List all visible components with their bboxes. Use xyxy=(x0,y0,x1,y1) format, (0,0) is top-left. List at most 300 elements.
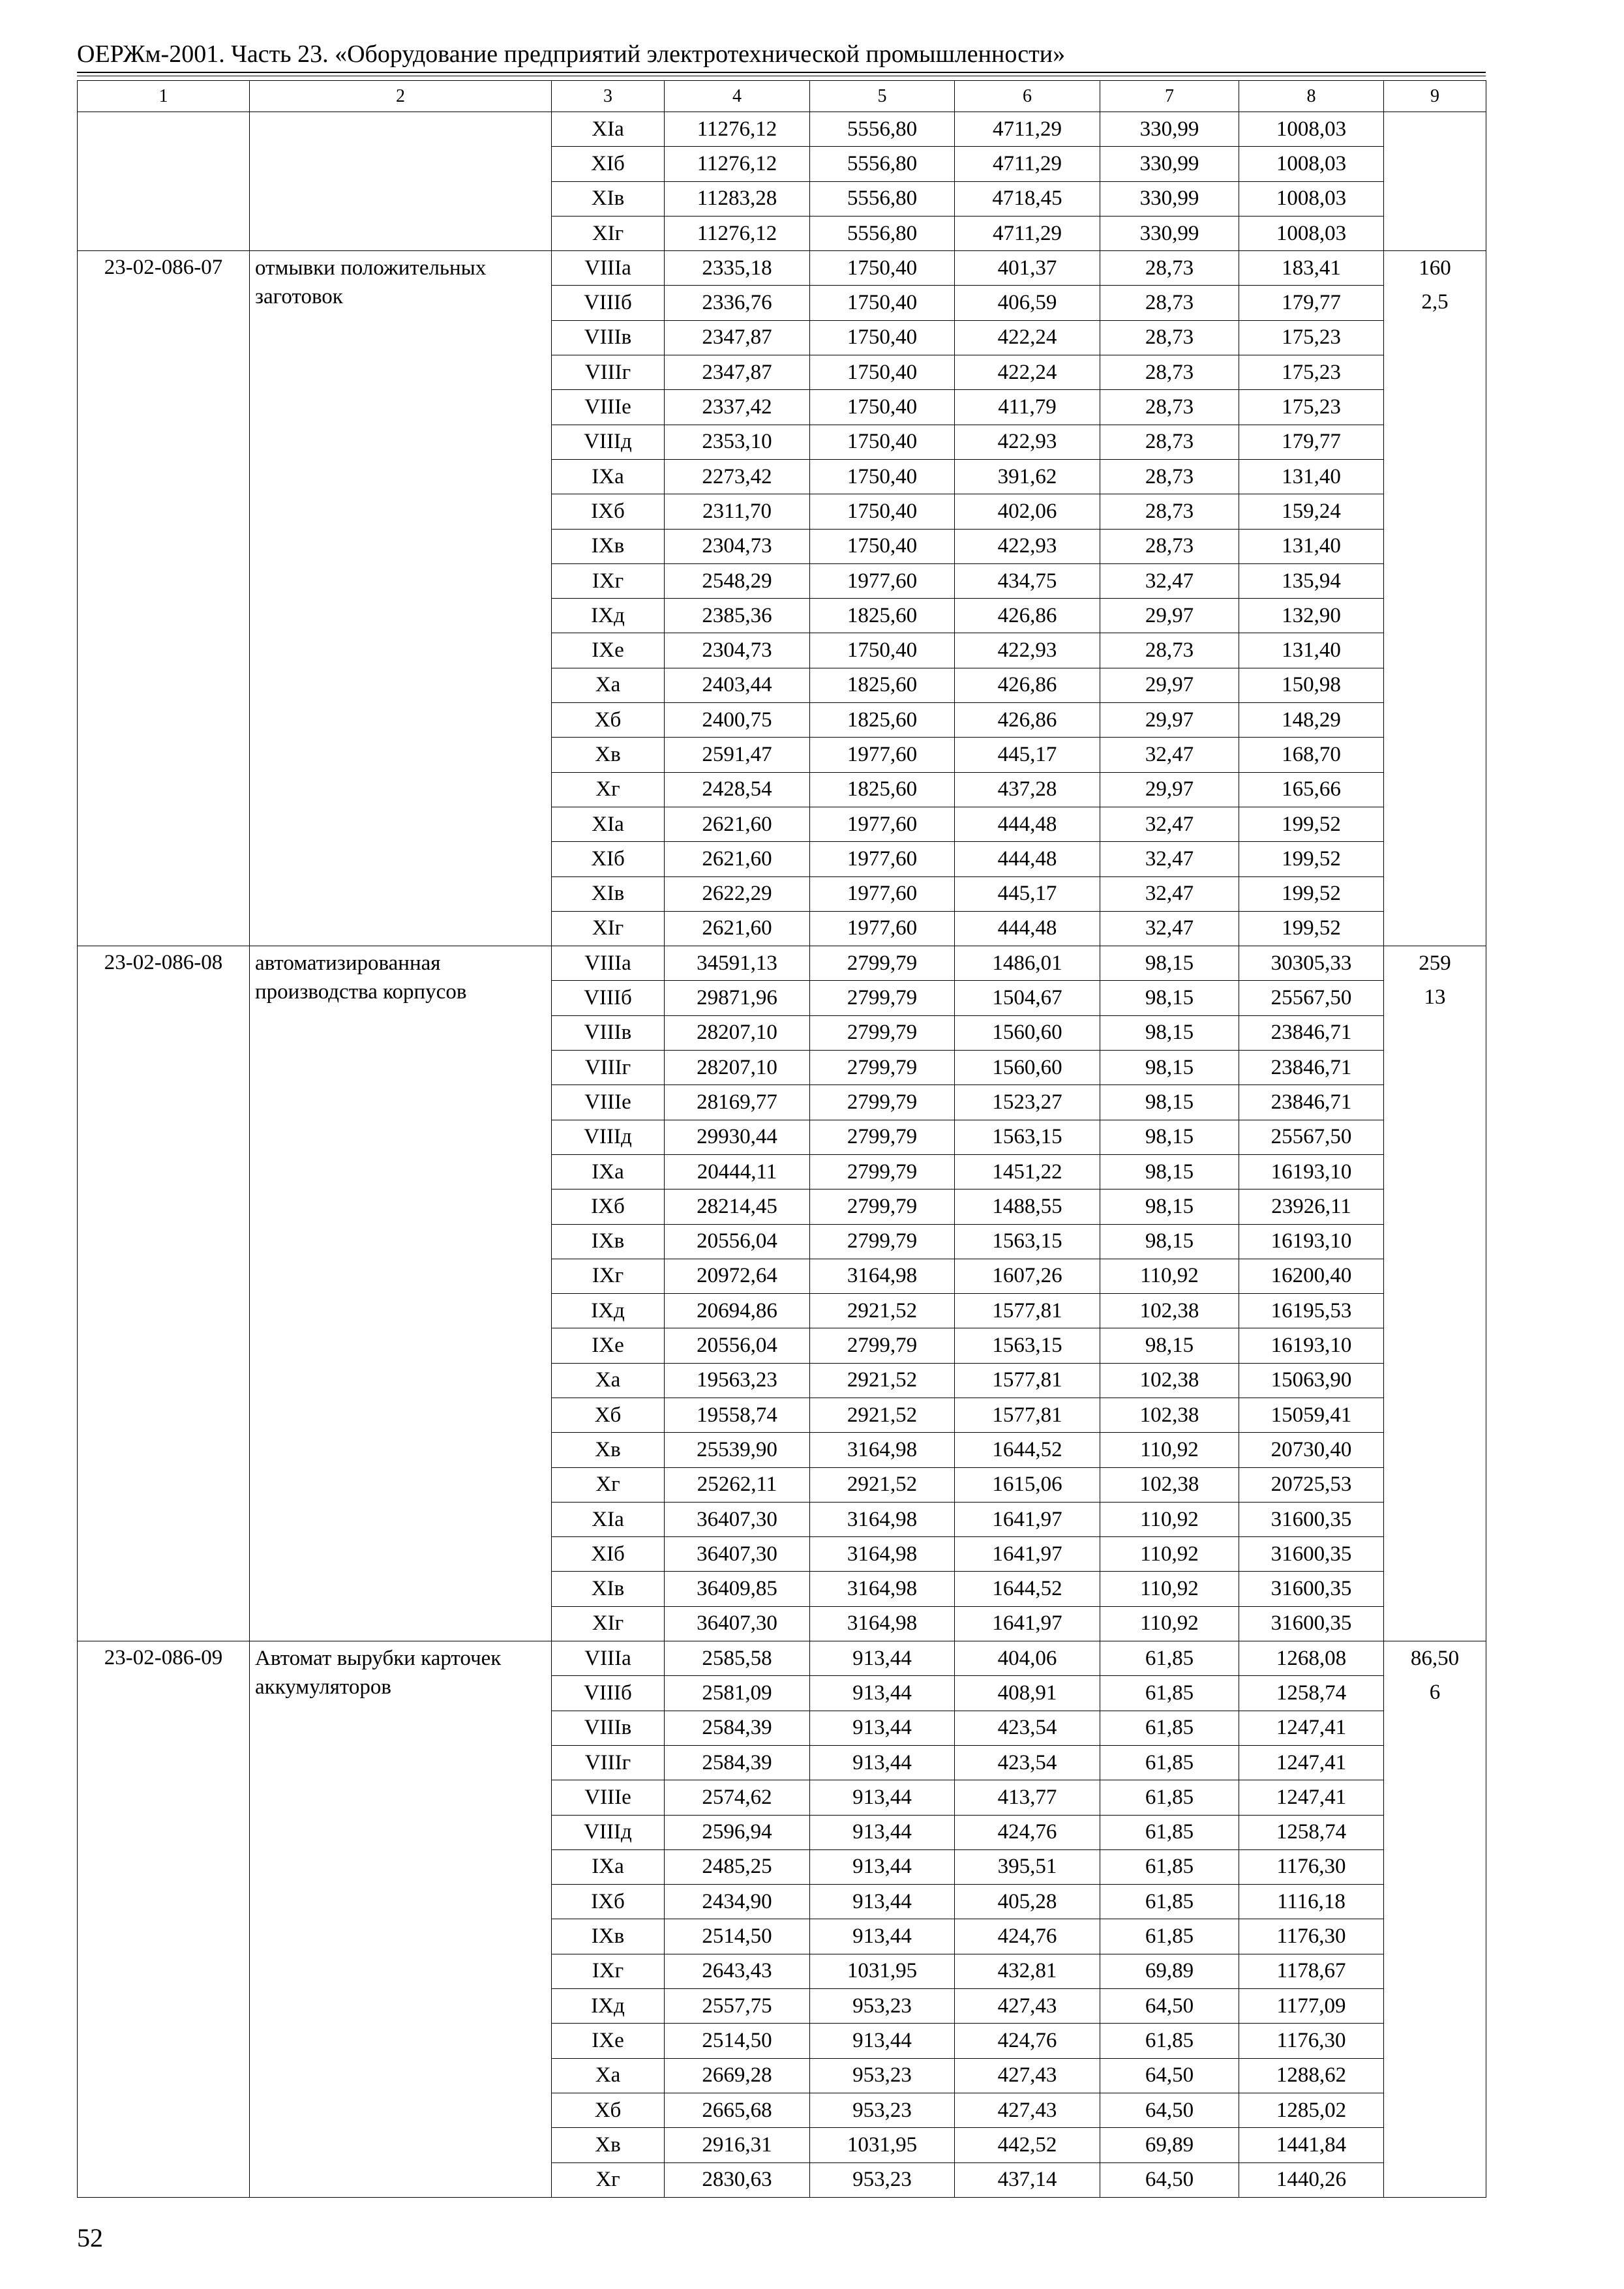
value-cell: 98,15 xyxy=(1100,981,1239,1015)
table-row xyxy=(78,1641,1486,1676)
row-category: XIв xyxy=(552,181,665,216)
value-cell: 69,89 xyxy=(1100,1954,1239,1988)
value-cell: 444,48 xyxy=(955,842,1100,876)
row-category: Xг xyxy=(552,2162,665,2197)
row-category: IXг xyxy=(552,1954,665,1988)
column-number: 5 xyxy=(810,81,955,112)
rates-table xyxy=(77,80,1486,2198)
value-cell: 1607,26 xyxy=(955,1259,1100,1293)
value-cell: 132,90 xyxy=(1239,599,1384,633)
value-cell: 30305,33 xyxy=(1239,946,1384,981)
value-cell: 61,85 xyxy=(1100,1849,1239,1884)
row-category: XIа xyxy=(552,1502,665,1536)
value-cell: 437,14 xyxy=(955,2162,1100,2197)
value-cell: 953,23 xyxy=(810,1989,955,2024)
value-cell: 16193,10 xyxy=(1239,1224,1384,1259)
value-cell: 25539,90 xyxy=(665,1433,810,1467)
value-cell: 406,59 xyxy=(955,286,1100,320)
value-cell: 131,40 xyxy=(1239,529,1384,563)
value-cell: 61,85 xyxy=(1100,1711,1239,1745)
value-cell: 442,52 xyxy=(955,2128,1100,2162)
value-cell: 29930,44 xyxy=(665,1120,810,1154)
value-cell: 11276,12 xyxy=(665,147,810,181)
value-cell: 150,98 xyxy=(1239,668,1384,702)
value-cell: 31600,35 xyxy=(1239,1572,1384,1606)
value-cell: 36407,30 xyxy=(665,1537,810,1572)
value-cell: 1504,67 xyxy=(955,981,1100,1015)
item-code: 23-02-086-07 xyxy=(78,251,250,946)
value-cell: 2621,60 xyxy=(665,842,810,876)
column-number: 3 xyxy=(552,81,665,112)
value-cell: 2548,29 xyxy=(665,563,810,598)
value-cell: 28207,10 xyxy=(665,1051,810,1085)
value-cell: 424,76 xyxy=(955,2024,1100,2058)
value-cell: 1641,97 xyxy=(955,1537,1100,1572)
row-category: VIIIв xyxy=(552,320,665,355)
value-cell: 102,38 xyxy=(1100,1294,1239,1328)
value-cell: 423,54 xyxy=(955,1711,1100,1745)
value-cell: 1268,08 xyxy=(1239,1641,1384,1676)
page-header-title: ОЕРЖм-2001. Часть 23. «Оборудование предприятий электротехнической промышленности» xyxy=(77,40,1066,68)
value-cell: 1563,15 xyxy=(955,1120,1100,1154)
row-category: VIIIб xyxy=(552,981,665,1015)
value-cell: 20972,64 xyxy=(665,1259,810,1293)
value-cell: 422,93 xyxy=(955,425,1100,459)
value-cell: 32,47 xyxy=(1100,738,1239,772)
value-cell: 913,44 xyxy=(810,1711,955,1745)
value-cell: 183,41 xyxy=(1239,251,1384,286)
value-cell: 913,44 xyxy=(810,1849,955,1884)
value-cell: 98,15 xyxy=(1100,1189,1239,1224)
value-cell: 1563,15 xyxy=(955,1224,1100,1259)
value-cell: 913,44 xyxy=(810,1676,955,1711)
value-cell: 1247,41 xyxy=(1239,1780,1384,1815)
value-cell: 1285,02 xyxy=(1239,2093,1384,2127)
item-code xyxy=(78,112,250,251)
value-cell: 28214,45 xyxy=(665,1189,810,1224)
row-category: IXв xyxy=(552,529,665,563)
column-number: 8 xyxy=(1239,81,1384,112)
value-cell: 2596,94 xyxy=(665,1815,810,1849)
value-cell: 11276,12 xyxy=(665,112,810,147)
value-cell: 110,92 xyxy=(1100,1606,1239,1641)
value-cell: 444,48 xyxy=(955,911,1100,946)
row-category: IXв xyxy=(552,1919,665,1954)
value-cell: 110,92 xyxy=(1100,1433,1239,1467)
value-cell: 2799,79 xyxy=(810,1154,955,1189)
item-name: Автомат вырубки карточек аккумуляторов xyxy=(250,1641,552,2198)
value-cell: 401,37 xyxy=(955,251,1100,286)
value-cell: 61,85 xyxy=(1100,1815,1239,1849)
value-cell: 913,44 xyxy=(810,1815,955,1849)
row-category: VIIIа xyxy=(552,1641,665,1676)
value-cell: 175,23 xyxy=(1239,355,1384,390)
value-cell: 1523,27 xyxy=(955,1085,1100,1120)
value-cell: 1750,40 xyxy=(810,425,955,459)
value-cell: 2400,75 xyxy=(665,703,810,738)
value-cell: 110,92 xyxy=(1100,1502,1239,1536)
value-cell: 20725,53 xyxy=(1239,1467,1384,1502)
row-category: IXд xyxy=(552,1294,665,1328)
value-cell: 330,99 xyxy=(1100,112,1239,147)
value-cell: 1641,97 xyxy=(955,1502,1100,1536)
value-cell: 330,99 xyxy=(1100,147,1239,181)
value-cell: 2799,79 xyxy=(810,1224,955,1259)
value-cell: 2353,10 xyxy=(665,425,810,459)
item-extra xyxy=(1384,251,1486,946)
value-cell: 913,44 xyxy=(810,1641,955,1676)
value-cell: 1750,40 xyxy=(810,494,955,529)
value-cell: 1176,30 xyxy=(1239,1849,1384,1884)
value-cell: 432,81 xyxy=(955,1954,1100,1988)
item-code: 23-02-086-08 xyxy=(78,946,250,1641)
value-cell: 61,85 xyxy=(1100,1780,1239,1815)
value-cell: 426,86 xyxy=(955,668,1100,702)
value-cell: 444,48 xyxy=(955,807,1100,841)
value-cell: 424,76 xyxy=(955,1815,1100,1849)
value-cell: 28,73 xyxy=(1100,286,1239,320)
value-cell: 2584,39 xyxy=(665,1711,810,1745)
row-category: IXа xyxy=(552,1154,665,1189)
value-cell: 2347,87 xyxy=(665,320,810,355)
row-category: XIв xyxy=(552,1572,665,1606)
value-cell: 36407,30 xyxy=(665,1502,810,1536)
value-cell: 1247,41 xyxy=(1239,1711,1384,1745)
value-cell: 2574,62 xyxy=(665,1780,810,1815)
value-cell: 2514,50 xyxy=(665,2024,810,2058)
table-row xyxy=(78,946,1486,981)
value-cell: 15059,41 xyxy=(1239,1398,1384,1432)
column-number: 9 xyxy=(1384,81,1486,112)
row-category: XIг xyxy=(552,216,665,250)
row-category: VIIIг xyxy=(552,355,665,390)
row-category: IXд xyxy=(552,599,665,633)
row-category: Xа xyxy=(552,668,665,702)
row-category: XIб xyxy=(552,147,665,181)
value-cell: 3164,98 xyxy=(810,1433,955,1467)
value-cell: 11283,28 xyxy=(665,181,810,216)
value-cell: 413,77 xyxy=(955,1780,1100,1815)
row-category: Xа xyxy=(552,1363,665,1398)
value-cell: 2622,29 xyxy=(665,876,810,911)
column-number: 1 xyxy=(78,81,250,112)
value-cell: 2799,79 xyxy=(810,981,955,1015)
value-cell: 16195,53 xyxy=(1239,1294,1384,1328)
value-cell: 102,38 xyxy=(1100,1398,1239,1432)
value-cell: 69,89 xyxy=(1100,2128,1239,2162)
value-cell: 2921,52 xyxy=(810,1467,955,1502)
value-cell: 199,52 xyxy=(1239,807,1384,841)
value-cell: 4711,29 xyxy=(955,112,1100,147)
value-cell: 1977,60 xyxy=(810,738,955,772)
value-cell: 23846,71 xyxy=(1239,1085,1384,1120)
value-cell: 28,73 xyxy=(1100,355,1239,390)
value-cell: 1008,03 xyxy=(1239,216,1384,250)
value-cell: 29,97 xyxy=(1100,668,1239,702)
value-cell: 404,06 xyxy=(955,1641,1100,1676)
value-cell: 61,85 xyxy=(1100,1641,1239,1676)
row-category: VIIIе xyxy=(552,1085,665,1120)
value-cell: 1825,60 xyxy=(810,772,955,807)
value-cell: 20556,04 xyxy=(665,1328,810,1363)
value-cell: 2335,18 xyxy=(665,251,810,286)
row-category: Xв xyxy=(552,738,665,772)
value-cell: 422,24 xyxy=(955,320,1100,355)
value-cell: 110,92 xyxy=(1100,1259,1239,1293)
row-category: IXе xyxy=(552,633,665,668)
row-category: IXе xyxy=(552,1328,665,1363)
value-cell: 1258,74 xyxy=(1239,1676,1384,1711)
value-cell: 1750,40 xyxy=(810,251,955,286)
value-cell: 5556,80 xyxy=(810,216,955,250)
value-cell: 16200,40 xyxy=(1239,1259,1384,1293)
value-cell: 5556,80 xyxy=(810,147,955,181)
value-cell: 1563,15 xyxy=(955,1328,1100,1363)
value-cell: 2799,79 xyxy=(810,1015,955,1050)
value-cell: 2799,79 xyxy=(810,1120,955,1154)
value-cell: 2799,79 xyxy=(810,1189,955,1224)
value-cell: 32,47 xyxy=(1100,876,1239,911)
row-category: Xг xyxy=(552,772,665,807)
value-cell: 426,86 xyxy=(955,703,1100,738)
value-cell: 1641,97 xyxy=(955,1606,1100,1641)
value-cell: 199,52 xyxy=(1239,911,1384,946)
value-cell: 1486,01 xyxy=(955,946,1100,981)
value-cell: 29,97 xyxy=(1100,772,1239,807)
value-cell: 98,15 xyxy=(1100,1015,1239,1050)
value-cell: 1440,26 xyxy=(1239,2162,1384,2197)
row-category: XIб xyxy=(552,842,665,876)
value-cell: 2557,75 xyxy=(665,1989,810,2024)
value-cell: 36407,30 xyxy=(665,1606,810,1641)
value-cell: 1288,62 xyxy=(1239,2058,1384,2093)
value-cell: 32,47 xyxy=(1100,563,1239,598)
value-cell: 1441,84 xyxy=(1239,2128,1384,2162)
value-cell: 110,92 xyxy=(1100,1572,1239,1606)
value-cell: 2581,09 xyxy=(665,1676,810,1711)
row-category: IXе xyxy=(552,2024,665,2058)
value-cell: 1177,09 xyxy=(1239,1989,1384,2024)
value-cell: 1750,40 xyxy=(810,390,955,425)
row-category: VIIIв xyxy=(552,1711,665,1745)
value-cell: 98,15 xyxy=(1100,1154,1239,1189)
value-cell: 36409,85 xyxy=(665,1572,810,1606)
value-cell: 25567,50 xyxy=(1239,1120,1384,1154)
value-cell: 179,77 xyxy=(1239,286,1384,320)
value-cell: 434,75 xyxy=(955,563,1100,598)
value-cell: 1615,06 xyxy=(955,1467,1100,1502)
value-cell: 4711,29 xyxy=(955,147,1100,181)
value-cell: 953,23 xyxy=(810,2058,955,2093)
value-cell: 2337,42 xyxy=(665,390,810,425)
value-cell: 199,52 xyxy=(1239,842,1384,876)
value-cell: 23926,11 xyxy=(1239,1189,1384,1224)
value-cell: 2428,54 xyxy=(665,772,810,807)
value-cell: 2799,79 xyxy=(810,1085,955,1120)
value-cell: 422,93 xyxy=(955,529,1100,563)
value-cell: 1008,03 xyxy=(1239,181,1384,216)
value-cell: 29,97 xyxy=(1100,599,1239,633)
value-cell: 2385,36 xyxy=(665,599,810,633)
value-cell: 913,44 xyxy=(810,1885,955,1919)
value-cell: 437,28 xyxy=(955,772,1100,807)
value-cell: 1750,40 xyxy=(810,529,955,563)
row-category: VIIIа xyxy=(552,251,665,286)
value-cell: 2830,63 xyxy=(665,2162,810,2197)
value-cell: 175,23 xyxy=(1239,390,1384,425)
row-category: VIIIд xyxy=(552,1120,665,1154)
value-cell: 61,85 xyxy=(1100,1676,1239,1711)
row-category: VIIIд xyxy=(552,1815,665,1849)
value-cell: 20694,86 xyxy=(665,1294,810,1328)
value-cell: 2485,25 xyxy=(665,1849,810,1884)
value-cell: 426,86 xyxy=(955,599,1100,633)
value-cell: 61,85 xyxy=(1100,1885,1239,1919)
value-cell: 1031,95 xyxy=(810,2128,955,2162)
extra-value: 13 xyxy=(1424,985,1446,1010)
value-cell: 28,73 xyxy=(1100,633,1239,668)
row-category: IXв xyxy=(552,1224,665,1259)
value-cell: 31600,35 xyxy=(1239,1537,1384,1572)
row-category: Xв xyxy=(552,2128,665,2162)
value-cell: 1008,03 xyxy=(1239,112,1384,147)
item-extra xyxy=(1384,946,1486,1641)
value-cell: 1750,40 xyxy=(810,320,955,355)
value-cell: 175,23 xyxy=(1239,320,1384,355)
value-cell: 427,43 xyxy=(955,2058,1100,2093)
row-category: VIIIд xyxy=(552,425,665,459)
value-cell: 2273,42 xyxy=(665,459,810,494)
value-cell: 2591,47 xyxy=(665,738,810,772)
value-cell: 330,99 xyxy=(1100,216,1239,250)
row-category: IXа xyxy=(552,1849,665,1884)
value-cell: 25262,11 xyxy=(665,1467,810,1502)
value-cell: 1750,40 xyxy=(810,633,955,668)
value-cell: 2403,44 xyxy=(665,668,810,702)
value-cell: 411,79 xyxy=(955,390,1100,425)
value-cell: 64,50 xyxy=(1100,2058,1239,2093)
row-category: IXб xyxy=(552,1189,665,1224)
value-cell: 2665,68 xyxy=(665,2093,810,2127)
value-cell: 1977,60 xyxy=(810,807,955,841)
value-cell: 2643,43 xyxy=(665,1954,810,1988)
value-cell: 29,97 xyxy=(1100,703,1239,738)
value-cell: 3164,98 xyxy=(810,1572,955,1606)
value-cell: 159,24 xyxy=(1239,494,1384,529)
item-extra xyxy=(1384,1641,1486,2198)
value-cell: 1644,52 xyxy=(955,1572,1100,1606)
value-cell: 2336,76 xyxy=(665,286,810,320)
value-cell: 5556,80 xyxy=(810,112,955,147)
column-number: 7 xyxy=(1100,81,1239,112)
value-cell: 1176,30 xyxy=(1239,2024,1384,2058)
value-cell: 2916,31 xyxy=(665,2128,810,2162)
item-name: автоматизированная производства корпусов xyxy=(250,946,552,1641)
row-category: IXд xyxy=(552,1989,665,2024)
value-cell: 2921,52 xyxy=(810,1363,955,1398)
header-divider xyxy=(77,72,1486,73)
value-cell: 34591,13 xyxy=(665,946,810,981)
row-category: IXа xyxy=(552,459,665,494)
value-cell: 98,15 xyxy=(1100,946,1239,981)
value-cell: 179,77 xyxy=(1239,425,1384,459)
value-cell: 1560,60 xyxy=(955,1015,1100,1050)
value-cell: 445,17 xyxy=(955,738,1100,772)
value-cell: 2514,50 xyxy=(665,1919,810,1954)
value-cell: 23846,71 xyxy=(1239,1015,1384,1050)
value-cell: 98,15 xyxy=(1100,1051,1239,1085)
value-cell: 31600,35 xyxy=(1239,1502,1384,1536)
row-category: VIIIе xyxy=(552,1780,665,1815)
value-cell: 28,73 xyxy=(1100,425,1239,459)
value-cell: 1977,60 xyxy=(810,876,955,911)
value-cell: 1577,81 xyxy=(955,1363,1100,1398)
item-name: отмывки положительных заготовок xyxy=(250,251,552,946)
value-cell: 32,47 xyxy=(1100,911,1239,946)
value-cell: 1178,67 xyxy=(1239,1954,1384,1988)
value-cell: 953,23 xyxy=(810,2162,955,2197)
row-category: Xв xyxy=(552,1433,665,1467)
value-cell: 423,54 xyxy=(955,1745,1100,1780)
value-cell: 20730,40 xyxy=(1239,1433,1384,1467)
value-cell: 2799,79 xyxy=(810,1328,955,1363)
value-cell: 102,38 xyxy=(1100,1467,1239,1502)
value-cell: 64,50 xyxy=(1100,1989,1239,2024)
row-category: Xа xyxy=(552,2058,665,2093)
extra-value: 6 xyxy=(1429,1681,1441,1705)
extra-value: 2,5 xyxy=(1421,290,1449,314)
value-cell: 98,15 xyxy=(1100,1328,1239,1363)
row-category: XIа xyxy=(552,112,665,147)
value-cell: 1451,22 xyxy=(955,1154,1100,1189)
value-cell: 427,43 xyxy=(955,2093,1100,2127)
value-cell: 1825,60 xyxy=(810,599,955,633)
value-cell: 1977,60 xyxy=(810,842,955,876)
value-cell: 422,93 xyxy=(955,633,1100,668)
value-cell: 953,23 xyxy=(810,2093,955,2127)
value-cell: 32,47 xyxy=(1100,807,1239,841)
value-cell: 1825,60 xyxy=(810,703,955,738)
value-cell: 102,38 xyxy=(1100,1363,1239,1398)
value-cell: 330,99 xyxy=(1100,181,1239,216)
item-code: 23-02-086-09 xyxy=(78,1641,250,2198)
value-cell: 395,51 xyxy=(955,1849,1100,1884)
value-cell: 131,40 xyxy=(1239,459,1384,494)
value-cell: 19558,74 xyxy=(665,1398,810,1432)
row-category: VIIIа xyxy=(552,946,665,981)
value-cell: 28,73 xyxy=(1100,251,1239,286)
row-category: VIIIб xyxy=(552,1676,665,1711)
value-cell: 2621,60 xyxy=(665,911,810,946)
value-cell: 28,73 xyxy=(1100,529,1239,563)
row-category: VIIIе xyxy=(552,390,665,425)
value-cell: 23846,71 xyxy=(1239,1051,1384,1085)
value-cell: 199,52 xyxy=(1239,876,1384,911)
value-cell: 16193,10 xyxy=(1239,1328,1384,1363)
row-category: IXг xyxy=(552,563,665,598)
value-cell: 2585,58 xyxy=(665,1641,810,1676)
value-cell: 1031,95 xyxy=(810,1954,955,1988)
value-cell: 1176,30 xyxy=(1239,1919,1384,1954)
table-row xyxy=(78,112,1486,147)
value-cell: 29871,96 xyxy=(665,981,810,1015)
value-cell: 1247,41 xyxy=(1239,1745,1384,1780)
value-cell: 20556,04 xyxy=(665,1224,810,1259)
row-category: VIIIг xyxy=(552,1745,665,1780)
extra-value: 160 xyxy=(1419,256,1451,280)
column-number: 2 xyxy=(250,81,552,112)
value-cell: 2799,79 xyxy=(810,946,955,981)
